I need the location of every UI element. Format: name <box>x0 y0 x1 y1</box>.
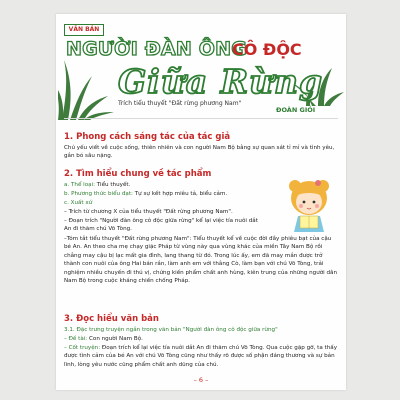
header-divider <box>64 118 338 119</box>
section-3-heading: 3. Đọc hiểu văn bản <box>64 314 159 324</box>
theme-value: Con người Nam Bộ. <box>88 336 143 342</box>
origin-item-2: – Đoạn trích "Người đàn ông cô độc giữa rừng" kể lại việc tía nuôi dắt An đi thăm chú Võ Tòng. <box>64 218 258 233</box>
origin-item-1: – Trích từ chương X của tiểu thuyết "Đất rừng phương Nam". <box>64 209 233 215</box>
grass-decoration-left <box>58 58 116 120</box>
origin-item-3: –Tóm tắt tiểu thuyết "Đất rừng phương Nam": Tiểu thuyết kể về cuộc đời đầy phiêu bạt của cậu bé An. An theo cha mẹ chạy giặc Pháp từ vùng này qua vùng khác của miền Tây Nam Bộ rồi chẳng may cậu bị lạc mất gia đình, lang thang từ đó. Trong lúc ấy, em đã may mắn được trở thành con nuôi của ông Hai bán rắn, làm anh em với thằng Cò, làm bạn với chú Võ Tòng, trải nghiệm nhiều chuyến đi thú vị, chứng kiến phẩm chất anh hùng, kiên trung của những người dân Nam Bộ trong cuộc kháng chiến chống Pháp. <box>64 236 338 285</box>
plot-label: – Cốt truyện: <box>64 345 101 351</box>
section-1-heading: 1. Phong cách sáng tác của tác giả <box>64 132 231 142</box>
genre-line <box>64 181 264 189</box>
section-3-sub: 3.1. Đặc trưng truyện ngắn trong văn bản "Người đàn ông cô độc giữa rừng" <box>64 327 278 333</box>
theme-label: – Đề tài: <box>64 336 88 342</box>
reading-girl-illustration <box>284 176 334 234</box>
plot-value: Đoạn trích kể lại việc tía nuôi dắt An đi thăm chú Võ Tòng. Qua cuộc gặp gỡ, ta thấy được tình cảm của bé An với chú Võ Tòng cũng như thấy rõ được số phận đáng thương và sự bản lĩnh, lòng yêu nước cũng phẩm chất anh dũng của chú. <box>64 345 338 368</box>
mode-value: Tự sự kết hợp miêu tả, biểu cảm. <box>134 191 228 197</box>
plot-line <box>64 344 338 369</box>
genre-label: a. Thể loại: <box>64 182 96 188</box>
title-line-1-accent: CÔ ĐỘC <box>232 40 302 59</box>
page-number: – 6 – <box>193 376 209 384</box>
subtitle: Trích tiểu thuyết "Đất rừng phương Nam" <box>118 100 242 107</box>
section-2-heading: 2. Tìm hiểu chung về tác phẩm <box>64 169 212 179</box>
section-1-text: Chú yếu viết về cuộc sống, thiên nhiên và con người Nam Bộ bằng sự quan sát tỉ mỉ và tình yêu, gắn bó sâu nặng. <box>64 145 335 160</box>
mode-line <box>64 190 264 198</box>
origin-label: c. Xuất xứ <box>64 200 93 206</box>
book-page <box>56 14 346 390</box>
mode-label: b. Phương thức biểu đạt: <box>64 191 133 197</box>
author: ĐOÀN GIỎI <box>276 106 316 114</box>
genre-value: Tiểu thuyết. <box>96 182 131 188</box>
title-line-2: Giữa Rừng <box>118 62 324 101</box>
title-line-1: NGƯỜI ĐÀN ÔNG <box>66 38 248 60</box>
section-badge: VĂN BẢN <box>64 24 104 36</box>
theme-line <box>64 335 338 343</box>
